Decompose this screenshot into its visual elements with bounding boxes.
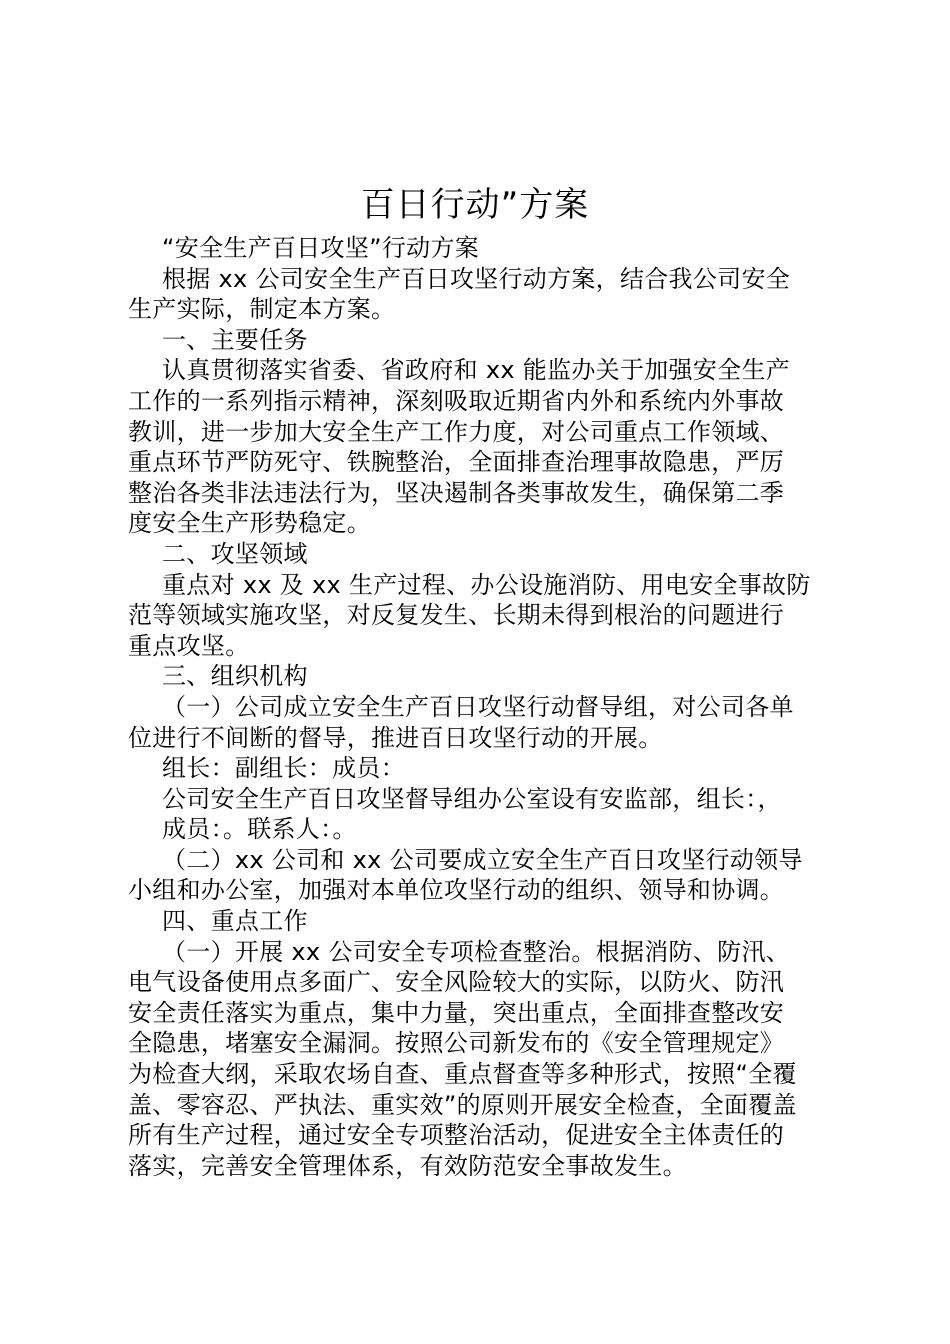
text-line: 电气设备使用点多面广、安全风险较大的实际，以防火、防汛 bbox=[128, 968, 785, 997]
text-line: 度安全生产形势稳定。 bbox=[128, 509, 371, 538]
text-line: 二、攻坚领域 bbox=[162, 539, 308, 568]
text-line: 公司安全生产百日攻坚督导组办公室设有安监部，组长：， bbox=[162, 784, 782, 813]
text-line: 位进行不间断的督导，推进百日攻坚行动的开展。 bbox=[128, 723, 663, 752]
text-line: 重点对 xx 及 xx 生产过程、办公设施消防、用电安全事故防 bbox=[162, 570, 811, 599]
text-line: 成员：。联系人：。 bbox=[162, 815, 357, 844]
text-line: 生产实际，制定本方案。 bbox=[128, 295, 396, 324]
text-line: 工作的一系列指示精神，深刻吸取近期省内外和系统内外事故 bbox=[128, 386, 785, 415]
text-line: 根据 xx 公司安全生产百日攻坚行动方案，结合我公司安全 bbox=[162, 264, 791, 293]
document-title: 百日行动”方案 bbox=[360, 185, 590, 225]
text-line: 落实，完善安全管理体系，有效防范安全事故发生。 bbox=[128, 1151, 687, 1180]
text-line: 为检查大纲，采取农场自查、重点督查等多种形式，按照“全覆 bbox=[128, 1060, 797, 1089]
text-line: 四、重点工作 bbox=[162, 907, 308, 936]
text-line: 安全责任落实为重点，集中力量，突出重点，全面排查整改安 bbox=[128, 998, 785, 1027]
text-line: 一、主要任务 bbox=[162, 325, 308, 354]
text-line: 重点攻坚。 bbox=[128, 631, 250, 660]
text-line: （一）公司成立安全生产百日攻坚行动督导组，对公司各单 bbox=[162, 692, 794, 721]
text-line: 全隐患，堵塞安全漏洞。按照公司新发布的《安全管理规定》 bbox=[128, 1029, 785, 1058]
text-line: “安全生产百日攻坚”行动方案 bbox=[162, 234, 480, 262]
text-line: 三、组织机构 bbox=[162, 662, 308, 691]
text-line: 整治各类非法违法行为，坚决遏制各类事故发生，确保第二季 bbox=[128, 478, 785, 507]
text-line: （二）xx 公司和 xx 公司要成立安全生产百日攻坚行动领导 bbox=[162, 845, 803, 874]
text-line: 重点环节严防死守、铁腕整治，全面排查治理事故隐患，严厉 bbox=[128, 448, 785, 477]
text-line: 盖、零容忍、严执法、重实效”的原则开展安全检查，全面覆盖 bbox=[128, 1090, 797, 1119]
text-line: 范等领域实施攻坚，对反复发生、长期未得到根治的问题进行 bbox=[128, 601, 785, 630]
text-line: 认真贯彻落实省委、省政府和 xx 能监办关于加强安全生产 bbox=[162, 356, 791, 385]
text-line: （一）开展 xx 公司安全专项检查整治。根据消防、防汛、 bbox=[162, 937, 791, 966]
text-line: 小组和办公室，加强对本单位攻坚行动的组织、领导和协调。 bbox=[128, 876, 785, 905]
document-body bbox=[128, 233, 840, 1181]
text-line: 组长：副组长：成员： bbox=[162, 754, 405, 783]
text-line: 所有生产过程，通过安全专项整治活动，促进安全主体责任的 bbox=[128, 1121, 785, 1150]
text-line: 教训，进一步加大安全生产工作力度，对公司重点工作领域、 bbox=[128, 417, 785, 446]
